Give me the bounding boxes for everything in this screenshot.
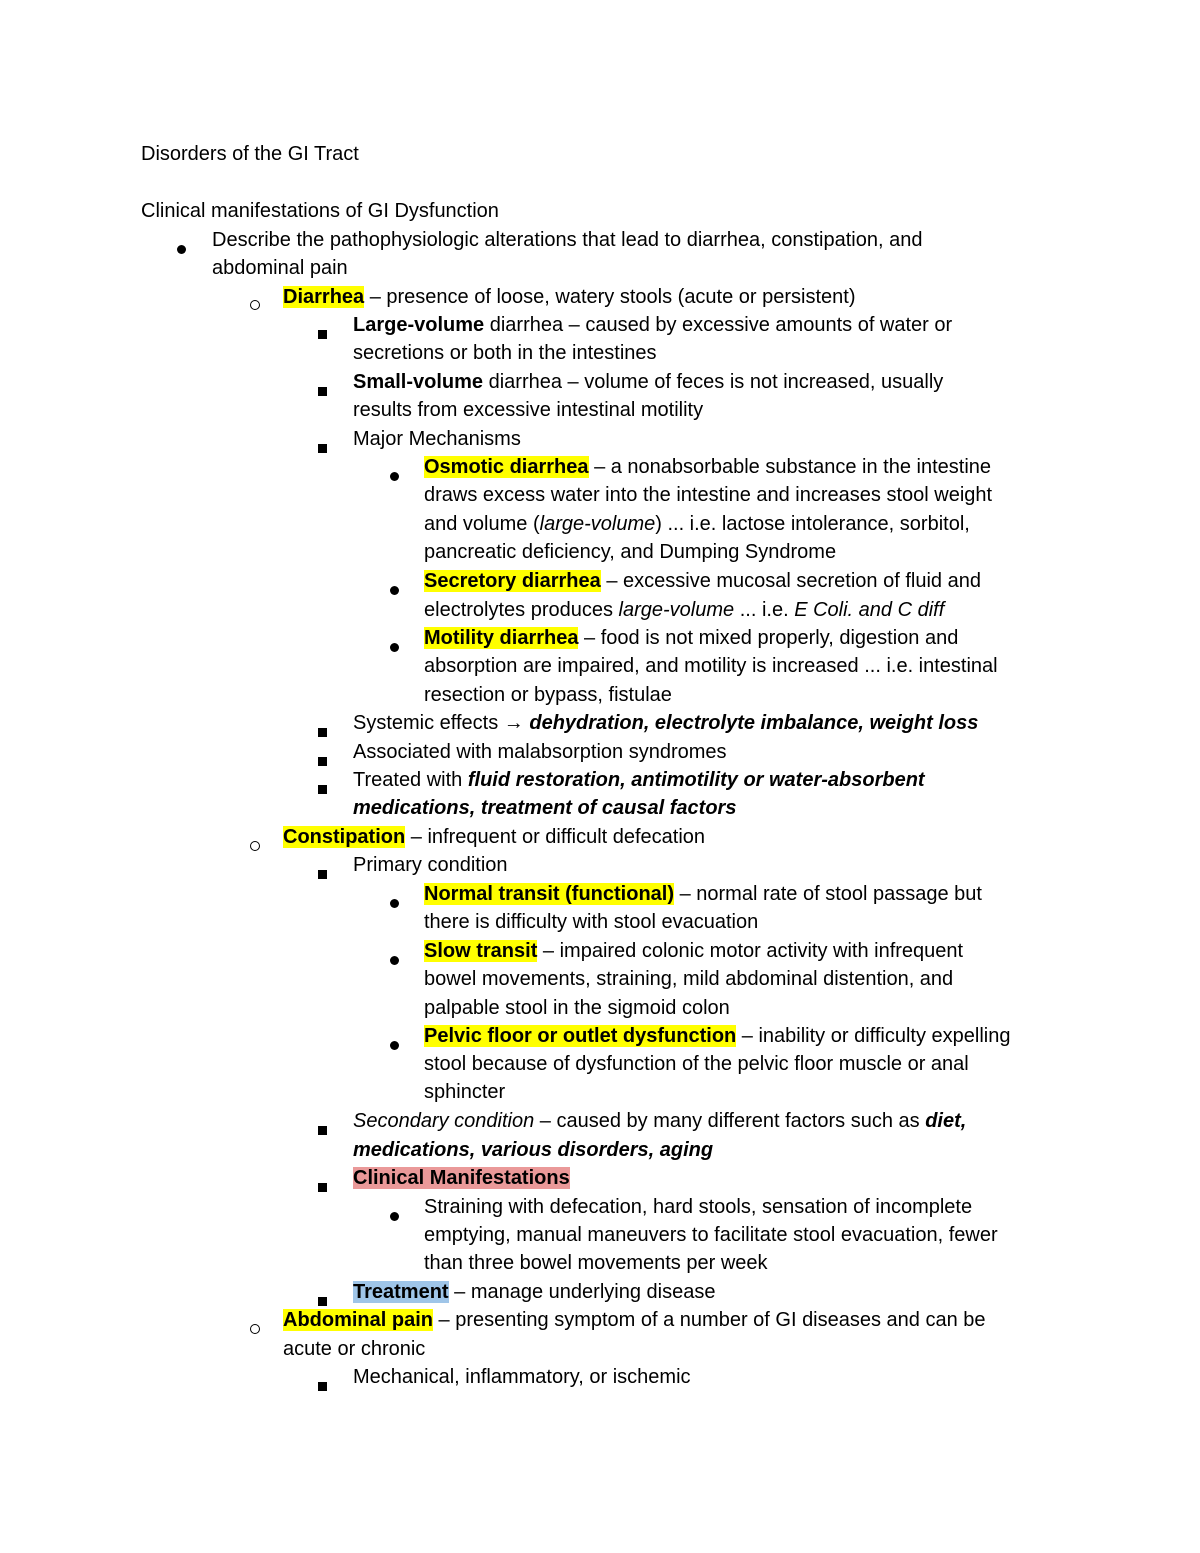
treatment-item: Treatment – manage underlying disease	[353, 1281, 716, 1303]
pelvic-floor-continued: stool because of dysfunction of the pelvic floor muscle or anal	[424, 1053, 969, 1075]
treated-with-continued: medications, treatment of causal factors	[353, 797, 737, 819]
treated-with-item: Treated with fluid restoration, antimotility or water-absorbent	[353, 769, 925, 791]
bullet-ring-icon	[250, 1316, 260, 1340]
section-heading: Clinical manifestations of GI Dysfunction	[141, 200, 499, 222]
bullet-dot-icon	[390, 947, 399, 971]
slow-transit-continued: palpable stool in the sigmoid colon	[424, 997, 730, 1019]
bullet-square-icon	[318, 861, 327, 885]
bullet-square-icon	[318, 435, 327, 459]
bullet-dot-icon	[390, 1203, 399, 1227]
primary-condition-item: Primary condition	[353, 854, 508, 876]
list-item: Describe the pathophysiologic alterations that lead to diarrhea, constipation, and	[212, 229, 923, 251]
osmotic-continued: draws excess water into the intestine and increases stool weight	[424, 484, 993, 506]
bullet-dot-icon	[390, 890, 399, 914]
slow-transit-continued: bowel movements, straining, mild abdominal distention, and	[424, 968, 954, 990]
normal-transit-item: Normal transit (functional) – normal rate of stool passage but	[424, 883, 982, 905]
small-volume-continued: results from excessive intestinal motility	[353, 399, 704, 421]
secretory-diarrhea-item: Secretory diarrhea – excessive mucosal secretion of fluid and	[424, 570, 981, 592]
small-volume-item: Small-volume diarrhea – volume of feces is not increased, usually	[353, 371, 944, 393]
large-volume-item: Large-volume diarrhea – caused by excessive amounts of water or	[353, 314, 953, 336]
manifestations-continued: emptying, manual maneuvers to facilitate stool evacuation, fewer	[424, 1224, 998, 1246]
motility-continued: absorption are impaired, and motility is increased ... i.e. intestinal	[424, 655, 998, 677]
bullet-ring-icon	[250, 833, 260, 857]
major-mechanisms-item: Major Mechanisms	[353, 428, 521, 450]
bullet-square-icon	[318, 1117, 327, 1141]
secondary-condition-item: Secondary condition – caused by many different factors such as diet,	[353, 1110, 967, 1132]
systemic-effects-item: Systemic effects → dehydration, electrolyte imbalance, weight loss	[353, 712, 979, 734]
bullet-dot-icon	[390, 634, 399, 658]
bullet-square-icon	[318, 1373, 327, 1397]
bullet-dot-icon	[390, 463, 399, 487]
bullet-square-icon	[318, 321, 327, 345]
bullet-ring-icon	[250, 292, 260, 316]
slow-transit-item: Slow transit – impaired colonic motor activity with infrequent	[424, 940, 964, 962]
pelvic-floor-item: Pelvic floor or outlet dysfunction – inability or difficulty expelling	[424, 1025, 1011, 1047]
page-title: Disorders of the GI Tract	[141, 143, 359, 165]
motility-diarrhea-item: Motility diarrhea – food is not mixed properly, digestion and	[424, 627, 959, 649]
constipation-item: Constipation – infrequent or difficult defecation	[283, 826, 706, 848]
pain-types-item: Mechanical, inflammatory, or ischemic	[353, 1366, 691, 1388]
bullet-square-icon	[318, 776, 327, 800]
diarrhea-item: Diarrhea – presence of loose, watery stools (acute or persistent)	[283, 286, 856, 308]
clinical-manifestations-item: Clinical Manifestations	[353, 1167, 570, 1189]
motility-continued: resection or bypass, fistulae	[424, 684, 672, 706]
malabsorption-item: Associated with malabsorption syndromes	[353, 741, 727, 763]
bullet-dot-icon	[390, 577, 399, 601]
osmotic-diarrhea-item: Osmotic diarrhea – a nonabsorbable substance in the intestine	[424, 456, 992, 478]
bullet-square-icon	[318, 748, 327, 772]
manifestations-continued: than three bowel movements per week	[424, 1252, 768, 1274]
bullet-square-icon	[318, 719, 327, 743]
bullet-dot-icon	[177, 236, 186, 260]
osmotic-continued: and volume (large-volume) ... i.e. lactose intolerance, sorbitol,	[424, 513, 970, 535]
osmotic-continued: pancreatic deficiency, and Dumping Syndrome	[424, 541, 837, 563]
large-volume-continued: secretions or both in the intestines	[353, 342, 657, 364]
list-item-continued: abdominal pain	[212, 257, 348, 279]
bullet-square-icon	[318, 1174, 327, 1198]
normal-transit-continued: there is difficulty with stool evacuation	[424, 911, 759, 933]
pelvic-floor-continued: sphincter	[424, 1081, 506, 1103]
abdominal-pain-continued: acute or chronic	[283, 1338, 426, 1360]
secretory-continued: electrolytes produces large-volume ... i.e. E Coli. and C diff	[424, 599, 945, 621]
manifestations-detail: Straining with defecation, hard stools, sensation of incomplete	[424, 1196, 973, 1218]
abdominal-pain-item: Abdominal pain – presenting symptom of a number of GI diseases and can be	[283, 1309, 986, 1331]
bullet-square-icon	[318, 378, 327, 402]
secondary-condition-continued: medications, various disorders, aging	[353, 1139, 714, 1161]
bullet-dot-icon	[390, 1032, 399, 1056]
